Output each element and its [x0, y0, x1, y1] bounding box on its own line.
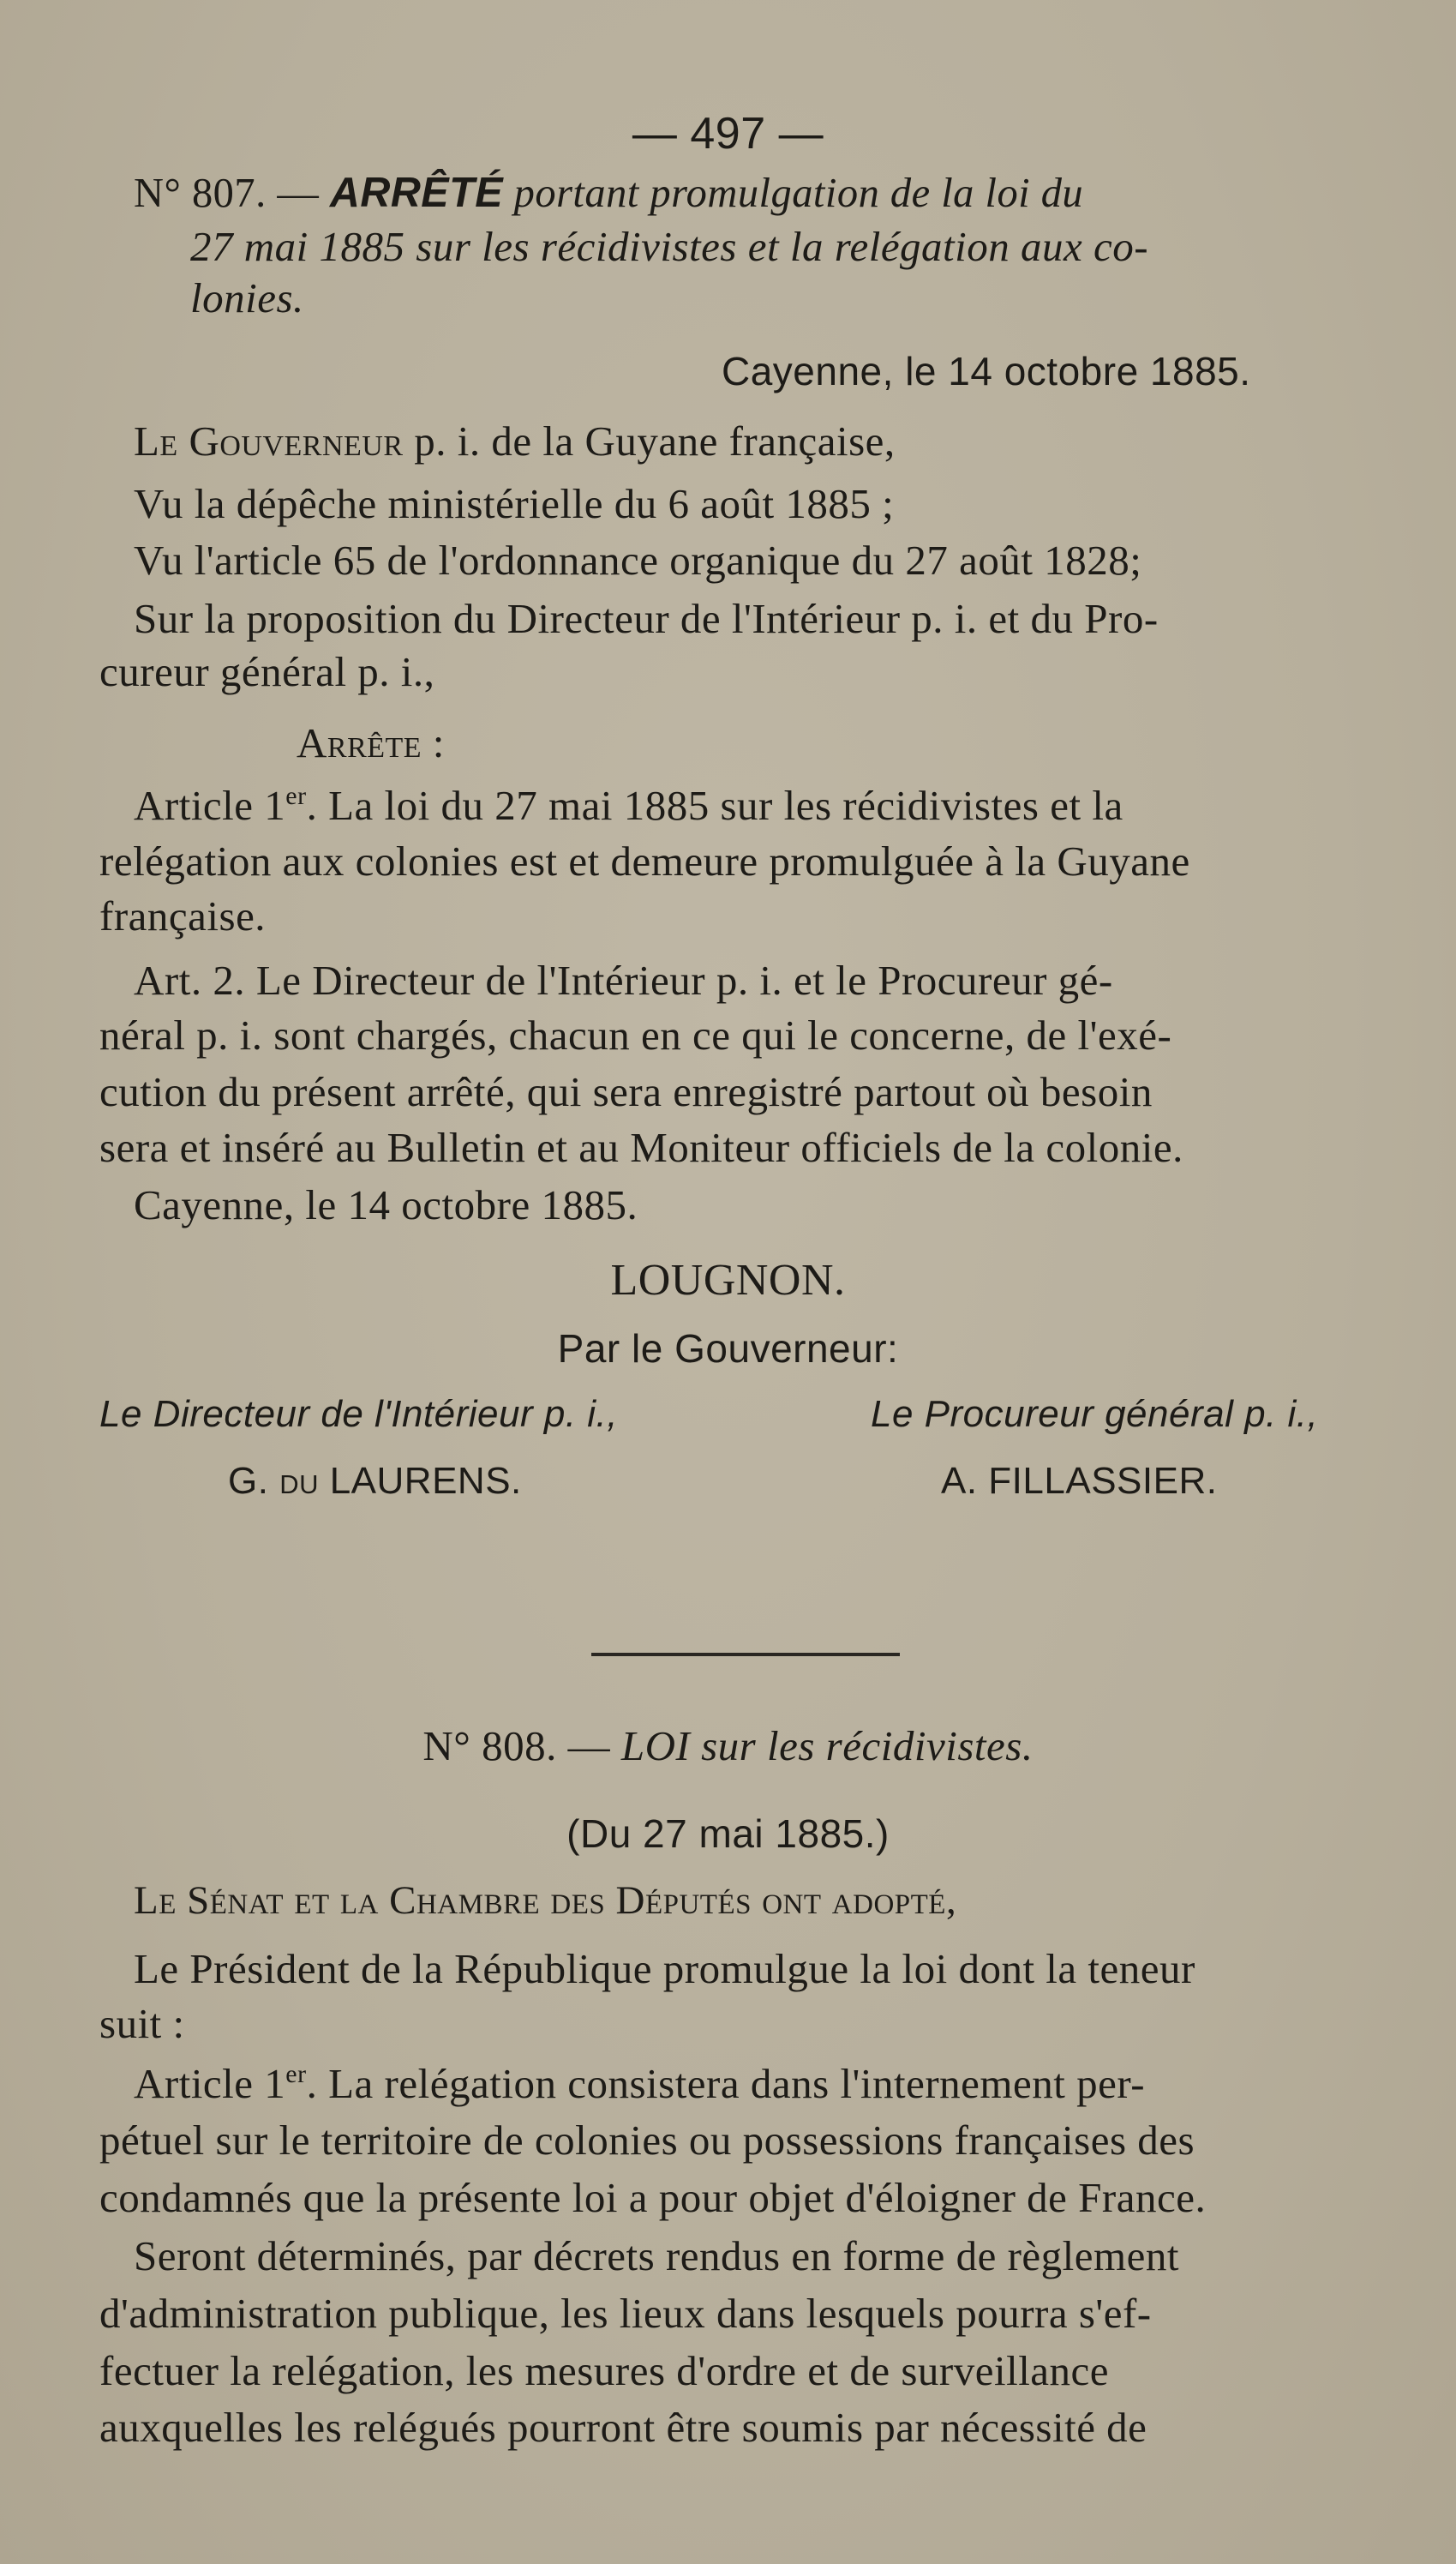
loi-article-1-line-2: pétuel sur le territoire de colonies ou possessions françaises des	[99, 2117, 1195, 2164]
signatory: LOUGNON.	[610, 1256, 846, 1305]
arrete-article-2-line-2: néral p. i. sont chargés, chacun en ce qui le concerne, de l'exé-	[99, 1012, 1172, 1059]
loi-heading	[0, 1722, 1456, 1769]
arrete-heading	[134, 171, 1405, 214]
arrete-article-2-line-1: Art. 2. Le Directeur de l'Intérieur p. i. et le Procureur gé-	[134, 957, 1113, 1004]
left-name-surname: LAURENS.	[329, 1460, 522, 1502]
left-signatory-title: Le Directeur de l'Intérieur p. i.,	[99, 1393, 619, 1435]
governor-line	[134, 417, 896, 465]
section-divider	[591, 1653, 900, 1656]
left-signatory-name	[228, 1462, 522, 1500]
governor-rest: p. i. de la Guyane française,	[414, 417, 896, 465]
vu-line-1: Vu la dépêche ministérielle du 6 août 1885 ;	[134, 480, 895, 527]
arrete-article-1-line-3: française.	[99, 892, 267, 940]
loi-title: LOI	[620, 1722, 691, 1769]
page-number: — 497 —	[632, 109, 824, 159]
vu-line-2: Vu l'article 65 de l'ordonnance organique du 27 août 1828;	[134, 537, 1142, 584]
left-name-initial: G.	[228, 1460, 269, 1502]
arrete-heading-rest: portant promulgation de la loi du	[513, 169, 1084, 216]
arrete-heading-line2: 27 mai 1885 sur les récidivistes et la relégation aux co-	[190, 223, 1149, 270]
loi-number: N° 808. —	[422, 1722, 611, 1769]
proposition-line-1: Sur la proposition du Directeur de l'Intérieur p. i. et du Pro-	[134, 595, 1159, 642]
loi-paragraph-2-line-1: Seront déterminés, par décrets rendus en forme de règlement	[134, 2232, 1179, 2279]
arrete-article-1-line-1	[134, 782, 1123, 829]
article-superscript: er	[285, 782, 307, 810]
senate-line: Le Sénat et la Chambre des Députés ont adopté,	[134, 1878, 957, 1923]
loi-heading-rest: sur les récidivistes.	[701, 1722, 1034, 1769]
arrete-dateline: Cayenne, le 14 octobre 1885.	[722, 349, 1251, 393]
loi-date: (Du 27 mai 1885.)	[566, 1811, 890, 1856]
proposition-line-2: cureur général p. i.,	[99, 648, 435, 695]
arrete-title: ARRÊTÉ	[329, 170, 504, 216]
closing-date: Cayenne, le 14 octobre 1885.	[134, 1181, 638, 1228]
loi-article-label: Article 1	[134, 2060, 286, 2107]
loi-paragraph-2-line-3: fectuer la relégation, les mesures d'ordre et de surveillance	[99, 2347, 1110, 2394]
left-name-particle: du	[279, 1460, 319, 1502]
arrete-heading-line3: lonies.	[190, 274, 304, 321]
right-signatory-name: A. FILLASSIER.	[941, 1460, 1218, 1502]
par-le-gouverneur: Par le Gouverneur:	[557, 1326, 899, 1371]
president-line-1: Le Président de la République promulgue la loi dont la teneur	[134, 1945, 1195, 1992]
president-line-2: suit :	[99, 2000, 185, 2047]
arrete-article-1-line-2: relégation aux colonies est et demeure promulguée à la Guyane	[99, 838, 1190, 885]
arrete-article-2-line-3: cution du présent arrêté, qui sera enregistré partout où besoin	[99, 1068, 1153, 1115]
arrete-number: N° 807. —	[134, 169, 320, 216]
loi-paragraph-2-line-2: d'administration publique, les lieux dans lesquels pourra s'ef-	[99, 2290, 1152, 2337]
loi-paragraph-2-line-4: auxquelles les relégués pourront être soumis par nécessité de	[99, 2404, 1147, 2451]
arrete-label: Arrête :	[297, 719, 445, 766]
loi-article-superscript: er	[285, 2060, 307, 2088]
article-label: Article 1	[134, 782, 286, 829]
loi-article-1-line-3: condamnés que la présente loi a pour objet d'éloigner de France.	[99, 2174, 1207, 2221]
article-text: . La loi du 27 mai 1885 sur les récidivistes et la	[306, 782, 1123, 829]
arrete-article-2-line-4: sera et inséré au Bulletin et au Moniteur officiels de la colonie.	[99, 1124, 1183, 1171]
governor-title: Le Gouverneur	[134, 417, 404, 465]
right-signatory-title: Le Procureur général p. i.,	[871, 1393, 1319, 1435]
loi-article-text: . La relégation consistera dans l'internement per-	[306, 2060, 1146, 2107]
loi-article-1-line-1	[134, 2060, 1146, 2107]
